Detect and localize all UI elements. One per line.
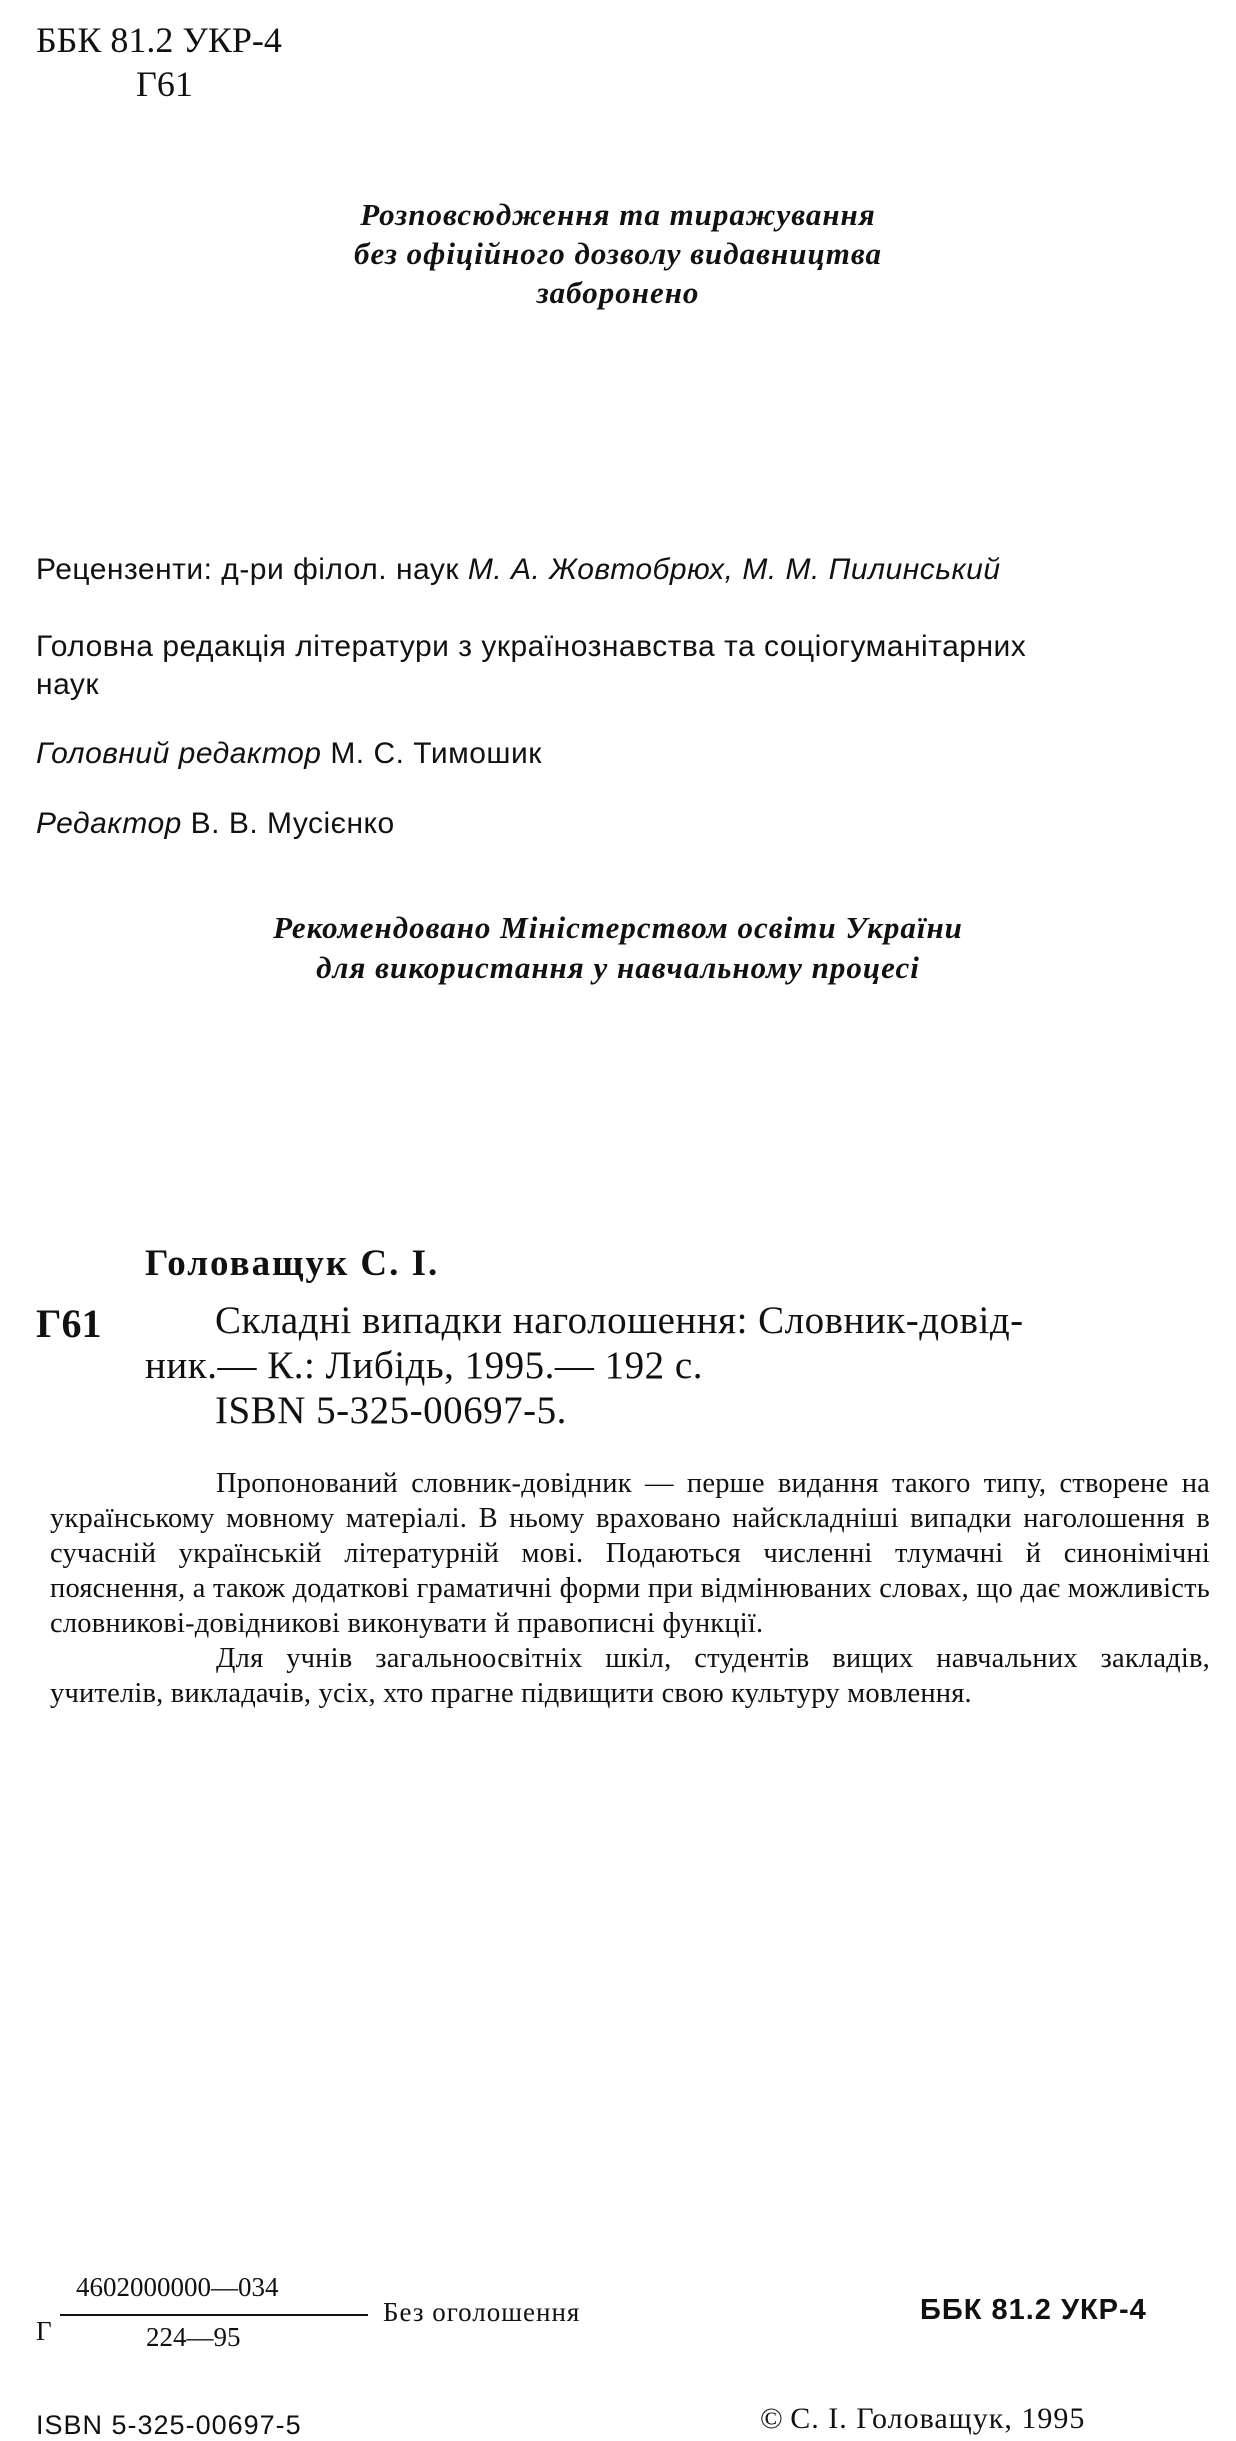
ministry-recommendation [0,908,1236,988]
abstract-paragraph-2: Для учнів загальноосвітніх шкіл, студентів вищих навчальних закладів, учителів, викладачів, усіх, хто прагне підвищити свою культуру мовлення. [50,1643,1210,1709]
chief-editor-label: Головний редактор [36,737,322,770]
recommendation-line-2: для використання у навчальному процесі [316,950,920,985]
abstract [50,1466,1210,1711]
recommendation-line-1: Рекомендовано Міністерством освіти України [273,910,963,945]
notice-line-1: Розповсюдження та тиражування [360,197,876,232]
editorial-line-2: наук [36,668,100,701]
isbn-footer: ISBN 5-325-00697-5 [36,2410,302,2440]
reviewers-line [36,553,1001,587]
catalog-code: Г61 [136,64,193,104]
editorial-line-1: Головна редакція літератури з українознавства та соціогуманітарних [36,630,1027,663]
reviewers-label: Рецензенти: д-ри філол. наук [36,553,460,586]
reviewers-names: М. А. Жовтобрюх, М. М. Пилинський [467,553,1001,586]
imprint-letter: Г [36,2316,52,2346]
copyright-icon: © [760,2402,783,2435]
notice-line-2: без офіційного дозволу видавництва [354,236,882,271]
imprint-denominator: 224—95 [146,2322,241,2352]
isbn-line: ISBN 5-325-00697-5. [215,1389,567,1432]
editor-label: Редактор [36,807,182,840]
chief-editor-name: М. С. Тимошик [330,737,542,770]
bbk-line: ББК 81.2 УКР-4 [36,20,282,60]
abstract-paragraph-1: Пропонований словник-довідник — перше видання такого типу, створене на українському мовному матеріалі. В ньому враховано найскладніші випадки наголошення в сучасній українській літературній мові. Подаються численні тлумачні й синонімічні пояснення, а також додаткові граматичні форми при відмінюваних словах, що дає можливість словникові-довідникові виконувати й правописні функції. [50,1468,1210,1639]
copyright-holder: С. І. Головащук, 1995 [790,2402,1086,2435]
title-line-1: Складні випадки наголошення: Словник-довід- [215,1299,1024,1342]
editor-name: В. В. Мусієнко [190,807,395,840]
copyright-line [760,2402,1085,2436]
chief-editor-line [36,737,542,771]
notice-line-3: заборонено [536,275,700,310]
bbk-code-bottom: ББК 81.2 УКР-4 [920,2294,1147,2326]
bibliographic-code: Г61 [36,1301,102,1346]
imprint-numerator: 4602000000—034 [76,2272,279,2302]
editor-line [36,807,395,841]
title-line-2: ник.— К.: Либідь, 1995.— 192 с. [145,1344,703,1387]
fraction-bar [60,2314,368,2316]
no-advertising-note: Без оголошення [383,2297,581,2327]
editorial-board [36,628,1026,704]
copyright-notice [0,195,1236,312]
bbk-code-top [36,18,282,106]
author-heading: Головащук С. І. [145,1243,440,1284]
